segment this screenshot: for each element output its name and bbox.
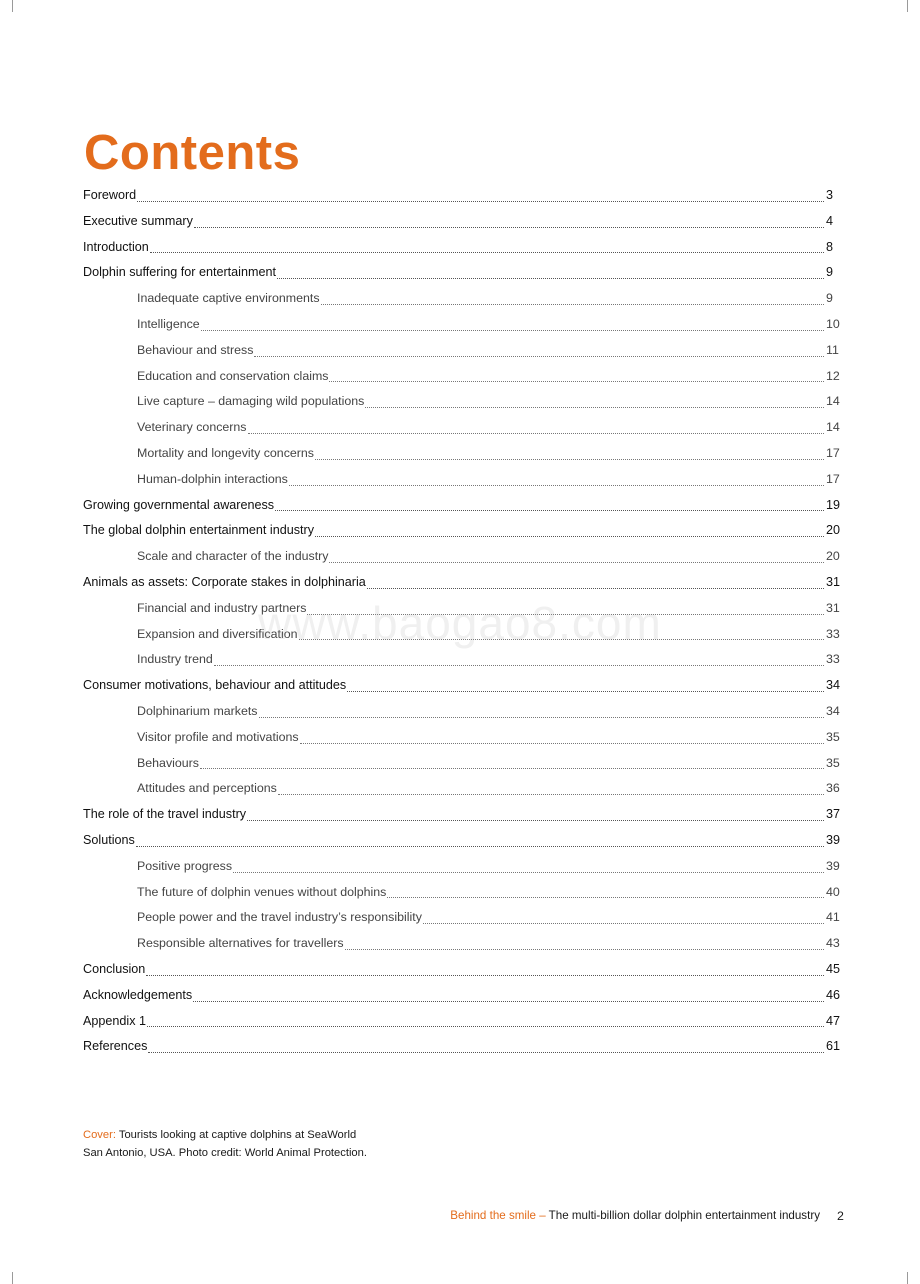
toc-entry-label: Responsible alternatives for travellers	[137, 936, 344, 951]
toc-entry-page: 19	[826, 497, 841, 512]
page-title: Contents	[84, 125, 301, 180]
toc-entry-page: 35	[826, 755, 840, 770]
dot-leader	[254, 355, 824, 357]
page-number: 2	[837, 1209, 844, 1223]
toc-entry-label: Mortality and longevity concerns	[137, 445, 314, 460]
toc-entry-page: 61	[826, 1039, 841, 1054]
toc-entry-page: 11	[826, 342, 839, 357]
toc-entry-label: Conclusion	[83, 961, 146, 976]
toc-entry-page: 8	[826, 239, 834, 254]
toc-subentry[interactable]	[83, 364, 842, 390]
toc-entry-label: Dolphinarium markets	[137, 703, 258, 718]
caption-prefix: Cover:	[83, 1129, 116, 1141]
toc-subentry[interactable]	[83, 725, 842, 751]
toc-entry-page: 34	[826, 678, 841, 693]
toc-entry-page: 31	[826, 574, 841, 589]
toc-entry-label: Live capture – damaging wild populations	[137, 394, 365, 409]
toc-subentry[interactable]	[83, 286, 842, 312]
crop-mark-bottom-right	[907, 1272, 908, 1284]
toc-entry[interactable]	[83, 570, 842, 596]
footer-doc-title: Behind the smile –	[450, 1209, 546, 1222]
toc-entry-page: 20	[826, 549, 840, 564]
toc-entry-page: 10	[826, 316, 840, 331]
toc-entry-page: 20	[826, 523, 841, 538]
toc-subentry[interactable]	[83, 467, 842, 493]
toc-entry-page: 9	[826, 265, 834, 280]
toc-entry-label: Financial and industry partners	[137, 600, 307, 615]
dot-leader	[233, 871, 824, 873]
dot-leader	[148, 1051, 824, 1053]
toc-entry-label: Executive summary	[83, 213, 193, 228]
toc-entry-label: Acknowledgements	[83, 987, 193, 1002]
dot-leader	[307, 613, 824, 615]
toc-entry-page: 14	[826, 420, 840, 435]
toc-entry-label: Solutions	[83, 832, 135, 847]
toc-entry-page: 12	[826, 368, 840, 383]
caption-line-2: San Antonio, USA. Photo credit: World Animal Protection.	[83, 1147, 367, 1159]
toc-subentry[interactable]	[83, 312, 842, 338]
footer-subtitle: The multi-billion dollar dolphin entertainment industry	[545, 1209, 820, 1222]
toc-subentry[interactable]	[83, 647, 842, 673]
watermark: www.baogao8.com	[258, 597, 662, 649]
toc-entry-label: Visitor profile and motivations	[137, 729, 299, 744]
toc-entry-page: 4	[826, 213, 834, 228]
toc-entry[interactable]	[83, 957, 842, 983]
dot-leader	[329, 561, 824, 563]
toc-subentry[interactable]	[83, 931, 842, 957]
toc-entry-page: 47	[826, 1013, 841, 1028]
dot-leader	[315, 458, 824, 460]
running-footer	[450, 1209, 820, 1222]
toc-entry-label: Foreword	[83, 188, 137, 202]
toc-entry[interactable]	[83, 260, 842, 286]
toc-subentry[interactable]	[83, 751, 842, 777]
dot-leader	[277, 277, 824, 279]
toc-entry-label: Intelligence	[137, 316, 200, 331]
toc-entry-page: 33	[826, 626, 840, 641]
dot-leader	[345, 948, 824, 950]
dot-leader	[136, 845, 824, 847]
dot-leader	[150, 251, 824, 253]
toc-entry-page: 17	[826, 471, 840, 486]
dot-leader	[387, 896, 824, 898]
toc-subentry[interactable]	[83, 596, 842, 622]
toc-entry-page: 36	[826, 781, 840, 796]
toc-subentry[interactable]	[83, 338, 842, 364]
toc-entry-label: The role of the travel industry	[83, 807, 247, 822]
toc-entry-label: Veterinary concerns	[137, 420, 247, 435]
toc-entry-label: Human-dolphin interactions	[137, 471, 288, 486]
toc-entry-label: Education and conservation claims	[137, 368, 329, 383]
toc-subentry[interactable]	[83, 389, 842, 415]
toc-entry-label: References	[83, 1039, 148, 1054]
toc-entry[interactable]	[83, 1034, 842, 1060]
toc-subentry[interactable]	[83, 854, 842, 880]
toc-entry-label: Scale and character of the industry	[137, 549, 329, 564]
toc-entry-page: 31	[826, 600, 840, 615]
toc-entry[interactable]	[83, 183, 842, 209]
dot-leader	[275, 509, 824, 511]
cover-caption	[83, 1126, 367, 1162]
dot-leader	[137, 200, 824, 202]
dot-leader	[247, 819, 824, 821]
dot-leader	[147, 1025, 824, 1027]
toc-entry-page: 33	[826, 652, 840, 667]
toc-entry-page: 17	[826, 445, 840, 460]
dot-leader	[259, 716, 824, 718]
dot-leader	[300, 742, 824, 744]
dot-leader	[146, 974, 824, 976]
crop-mark-top-left	[12, 0, 13, 12]
toc-entry-label: Introduction	[83, 239, 149, 254]
toc-entry-label: People power and the travel industry’s responsibility	[137, 910, 422, 925]
toc-entry[interactable]	[83, 493, 842, 519]
dot-leader	[278, 793, 824, 795]
toc-subentry[interactable]	[83, 880, 842, 906]
dot-leader	[200, 767, 824, 769]
toc-entry[interactable]	[83, 1009, 842, 1035]
dot-leader	[201, 329, 824, 331]
toc-entry-label: The future of dolphin venues without dolphins	[137, 884, 387, 899]
toc-entry[interactable]	[83, 235, 842, 261]
toc-entry-page: 14	[826, 394, 840, 409]
toc-entry-page: 9	[826, 291, 833, 306]
table-of-contents	[83, 183, 842, 1060]
toc-entry-label: Attitudes and perceptions	[137, 781, 277, 796]
dot-leader	[299, 638, 825, 640]
dot-leader	[321, 303, 824, 305]
dot-leader	[214, 664, 824, 666]
toc-subentry[interactable]	[83, 905, 842, 931]
dot-leader	[193, 1000, 824, 1002]
dot-leader	[367, 587, 824, 589]
toc-entry-page: 39	[826, 832, 841, 847]
dot-leader	[347, 690, 824, 692]
toc-entry[interactable]	[83, 828, 842, 854]
toc-subentry[interactable]	[83, 544, 842, 570]
toc-entry-page: 3	[826, 188, 834, 202]
toc-entry[interactable]	[83, 802, 842, 828]
toc-subentry[interactable]	[83, 415, 842, 441]
toc-entry-page: 46	[826, 987, 841, 1002]
toc-entry-page: 41	[826, 910, 840, 925]
dot-leader	[423, 922, 824, 924]
toc-subentry[interactable]	[83, 776, 842, 802]
toc-subentry[interactable]	[83, 441, 842, 467]
dot-leader	[329, 380, 824, 382]
toc-entry-label: Positive progress	[137, 858, 233, 873]
dot-leader	[315, 535, 824, 537]
toc-entry-label: Expansion and diversification	[137, 626, 298, 641]
toc-entry-label: Appendix 1	[83, 1013, 147, 1028]
crop-mark-top-right	[907, 0, 908, 12]
toc-subentry[interactable]	[83, 699, 842, 725]
toc-entry-label: Behaviours	[137, 755, 199, 770]
toc-entry-page: 37	[826, 807, 841, 822]
toc-entry-page: 40	[826, 884, 840, 899]
toc-entry-page: 34	[826, 703, 840, 718]
toc-entry-label: Animals as assets: Corporate stakes in dolphinaria	[83, 574, 366, 589]
toc-subentry[interactable]	[83, 622, 842, 648]
toc-entry-label: Dolphin suffering for entertainment	[83, 265, 276, 280]
dot-leader	[248, 432, 824, 434]
toc-entry[interactable]	[83, 518, 842, 544]
toc-entry[interactable]	[83, 209, 842, 235]
toc-entry-page: 45	[826, 961, 841, 976]
toc-entry-label: Consumer motivations, behaviour and attitudes	[83, 678, 347, 693]
toc-entry-label: Inadequate captive environments	[137, 291, 320, 306]
toc-entry-label: Behaviour and stress	[137, 342, 254, 357]
toc-entry-page: 39	[826, 858, 840, 873]
dot-leader	[289, 484, 824, 486]
toc-entry-label: The global dolphin entertainment industry	[83, 523, 315, 538]
toc-entry[interactable]	[83, 673, 842, 699]
caption-line-1: Tourists looking at captive dolphins at SeaWorld	[115, 1129, 357, 1141]
toc-entry-page: 35	[826, 729, 840, 744]
dot-leader	[194, 226, 824, 228]
dot-leader	[365, 406, 824, 408]
toc-entry[interactable]	[83, 983, 842, 1009]
toc-entry-label: Growing governmental awareness	[83, 497, 275, 512]
crop-mark-bottom-left	[12, 1272, 13, 1284]
toc-entry-label: Industry trend	[137, 652, 213, 667]
toc-entry-page: 43	[826, 936, 840, 951]
